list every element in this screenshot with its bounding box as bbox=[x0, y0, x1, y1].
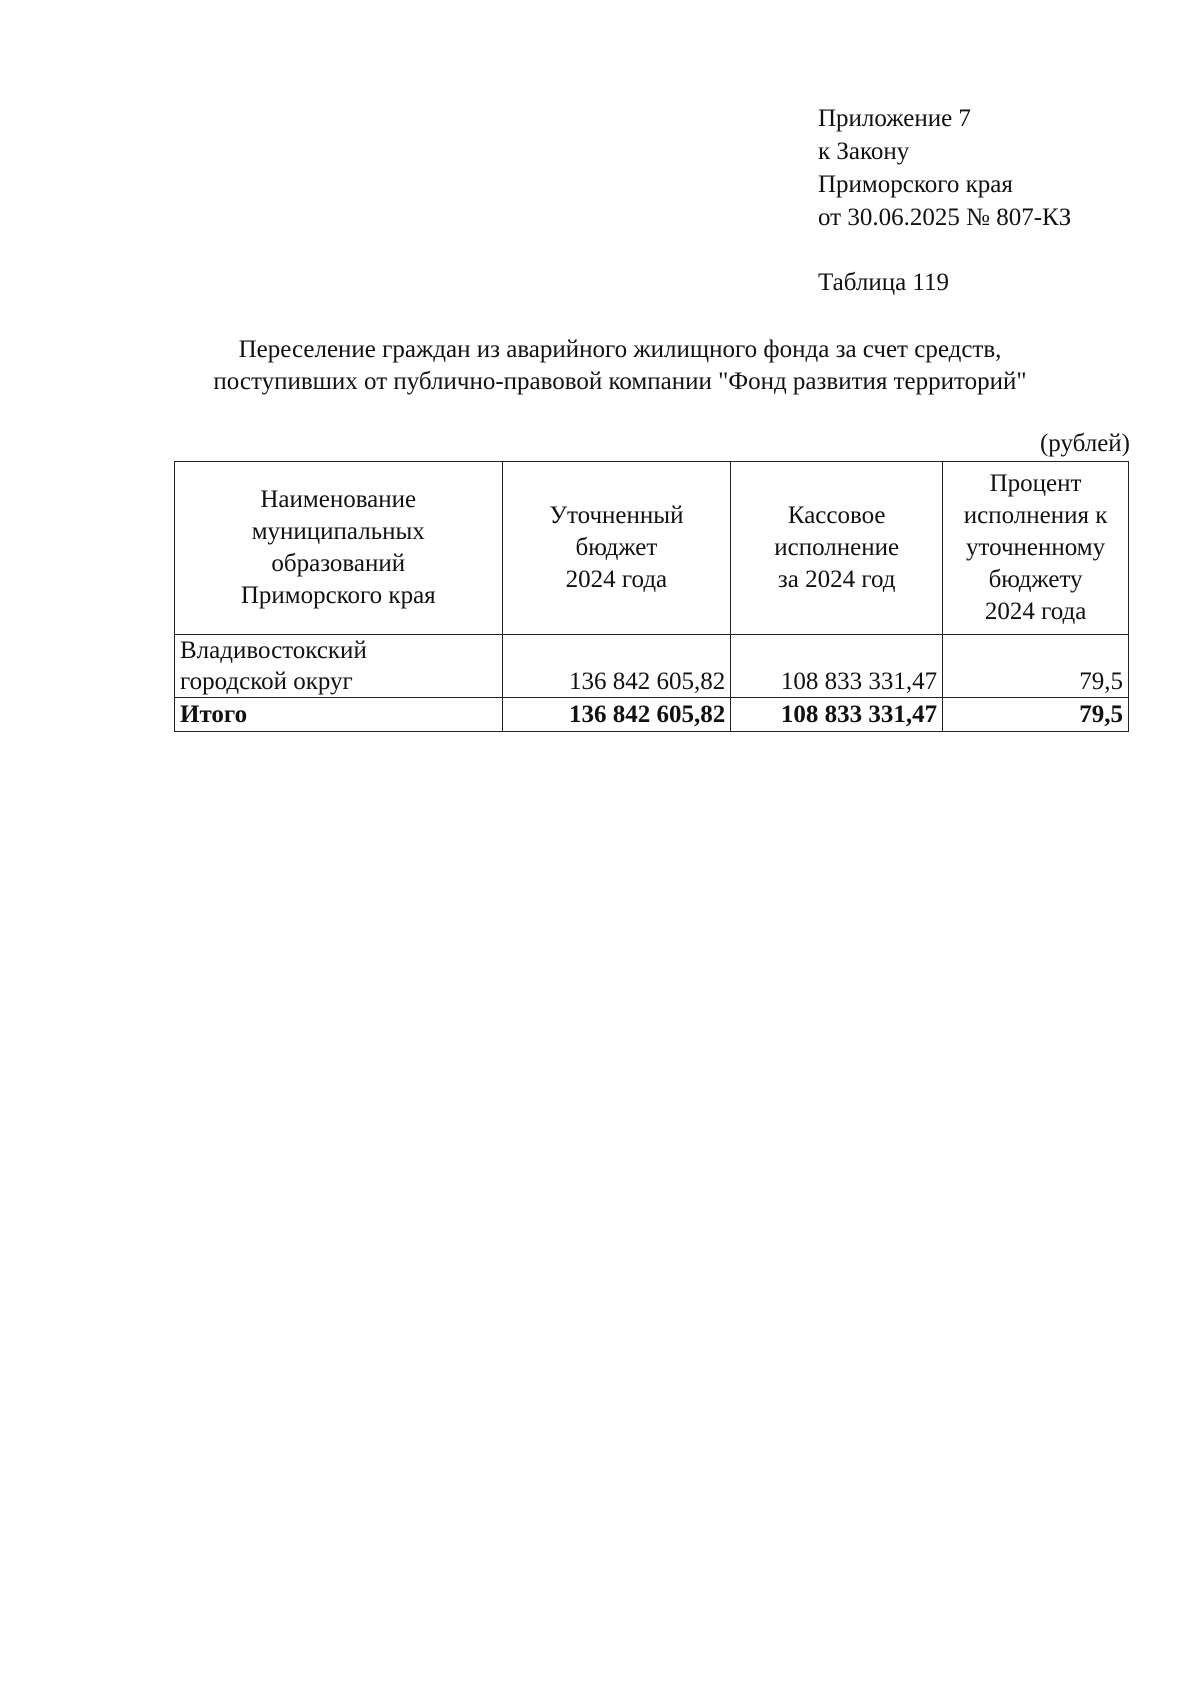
table-row bbox=[175, 635, 1129, 698]
table-header-row bbox=[175, 462, 1129, 635]
header-budget: Уточненный бюджет 2024 года bbox=[502, 462, 731, 635]
appendix-line: Приложение 7 bbox=[818, 105, 971, 132]
appendix-line: к Закону bbox=[818, 138, 910, 165]
appendix-line: Приморского края bbox=[818, 171, 1013, 198]
cell-execution: 108 833 331,47 bbox=[731, 635, 943, 698]
document-title bbox=[150, 334, 1090, 398]
cell-percent: 79,5 bbox=[943, 635, 1129, 698]
cell-total-budget: 136 842 605,82 bbox=[502, 698, 731, 732]
title-line: Переселение граждан из аварийного жилищного фонда за счет средств, bbox=[238, 336, 1002, 363]
header-execution: Кассовое исполнение за 2024 год bbox=[731, 462, 943, 635]
table-total-row bbox=[175, 698, 1129, 732]
title-line: поступивших от публично-правовой компании "Фонд развития территорий" bbox=[213, 368, 1027, 395]
cell-total-execution: 108 833 331,47 bbox=[731, 698, 943, 732]
appendix-block bbox=[818, 102, 1071, 234]
header-municipality: Наименование муниципальных образований Приморского края bbox=[175, 462, 503, 635]
appendix-line: от 30.06.2025 № 807-КЗ bbox=[818, 204, 1072, 231]
cell-budget: 136 842 605,82 bbox=[502, 635, 731, 698]
table-number: Таблица 119 bbox=[818, 269, 949, 296]
units-label: (рублей) bbox=[1039, 430, 1130, 457]
cell-municipality: Владивостокский городской округ bbox=[175, 635, 503, 698]
budget-table bbox=[174, 461, 1129, 732]
cell-total-label: Итого bbox=[175, 698, 503, 732]
header-percent: Процент исполнения к уточненному бюджету 2024 года bbox=[943, 462, 1129, 635]
cell-total-percent: 79,5 bbox=[943, 698, 1129, 732]
